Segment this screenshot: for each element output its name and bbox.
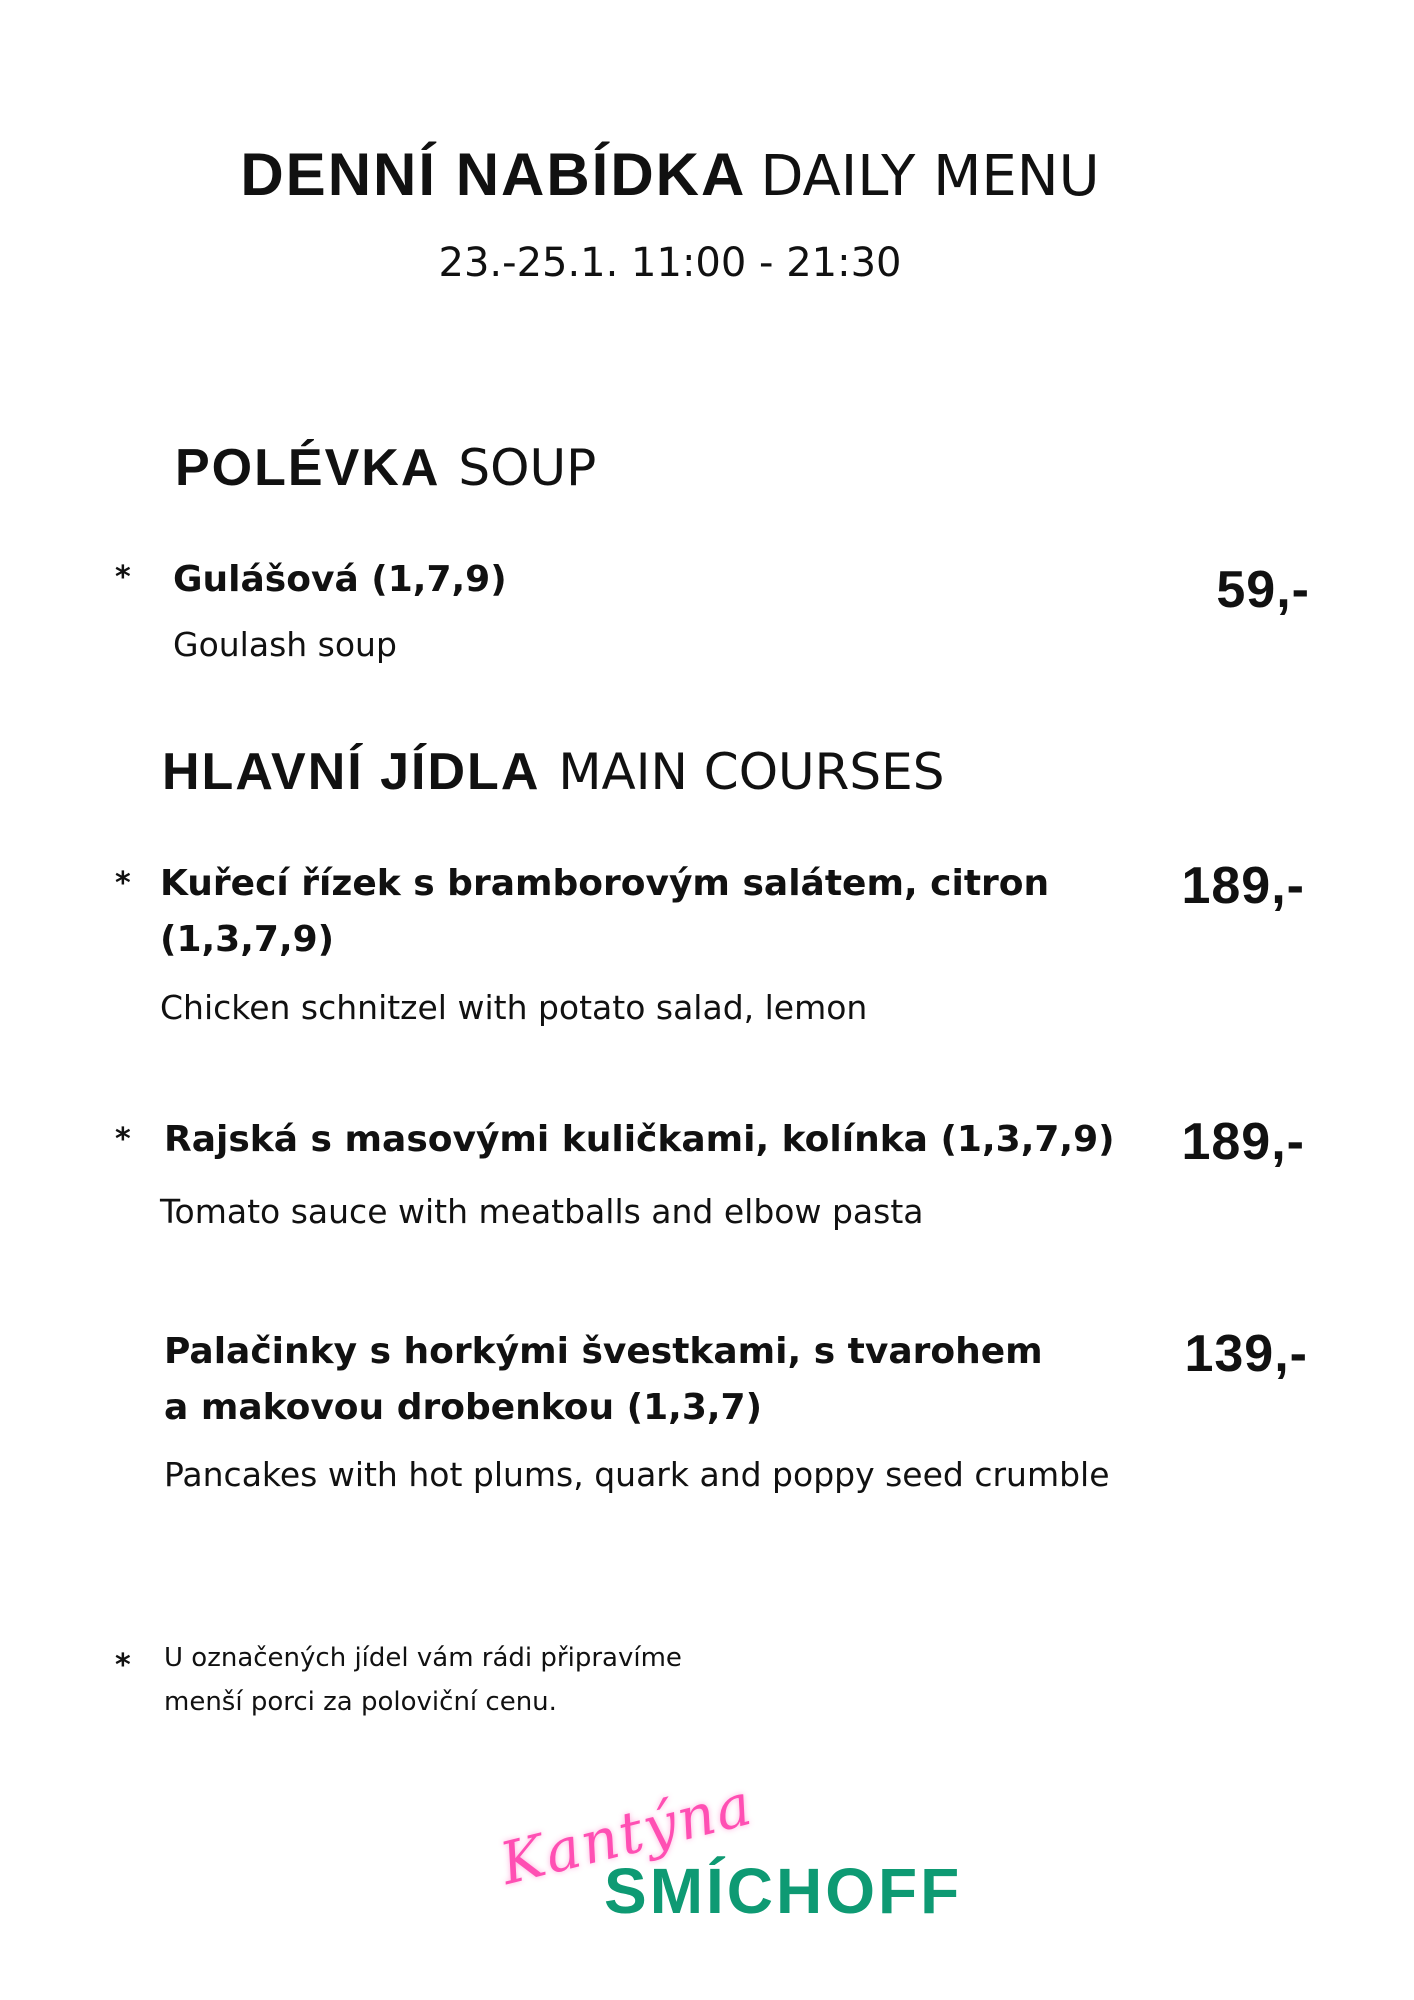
half-portion-marker-icon: * (115, 866, 131, 901)
menu-dates: 23.-25.1. 11:00 - 21:30 (438, 240, 902, 286)
item-description: Tomato sauce with meatballs and elbow pasta (160, 1192, 924, 1231)
item-title: Gulášová (1,7,9) (173, 559, 507, 600)
item-description: Goulash soup (173, 625, 397, 664)
item-price: 189,- (1181, 1113, 1305, 1171)
item-price: 139,- (1184, 1325, 1308, 1383)
footnote-line: menší porci za poloviční cenu. (164, 1687, 557, 1717)
item-title-line: a makovou drobenkou (1,3,7) (164, 1387, 763, 1428)
title-en: DAILY MENU (760, 144, 1100, 209)
main-section-heading (162, 742, 944, 802)
page-title (0, 140, 1340, 209)
soup-heading-cz: POLÉVKA (175, 439, 441, 497)
item-description: Pancakes with hot plums, quark and poppy seed crumble (164, 1455, 1110, 1494)
item-price: 189,- (1181, 857, 1305, 915)
item-title-line: Palačinky s horkými švestkami, s tvarohem (164, 1331, 1043, 1372)
soup-section-heading (175, 438, 596, 498)
item-title (160, 856, 1060, 968)
logo-wordmark: SMÍCHOFF (604, 1855, 963, 1927)
half-portion-marker-icon: * (115, 1648, 131, 1683)
item-title-line: (1,3,7,9) (160, 919, 335, 960)
half-portion-marker-icon: * (115, 1122, 131, 1157)
item-description: Chicken schnitzel with potato salad, lemon (160, 988, 868, 1027)
item-price: 59,- (1216, 561, 1310, 619)
item-title: Rajská s masovými kuličkami, kolínka (1,3,7,9) (164, 1119, 1115, 1160)
soup-heading-en: SOUP (458, 439, 597, 497)
title-cz: DENNÍ NABÍDKA (240, 141, 747, 208)
logo-script: Kantýna (493, 1769, 760, 1898)
footnote-text (164, 1636, 682, 1724)
footnote-line: U označených jídel vám rádi připravíme (164, 1643, 682, 1673)
main-heading-cz: HLAVNÍ JÍDLA (162, 743, 541, 801)
main-heading-en: MAIN COURSES (558, 743, 945, 801)
half-portion-marker-icon: * (115, 560, 131, 595)
item-title (164, 1324, 1064, 1436)
item-title-line: Kuřecí řízek s bramborovým salátem, citron (160, 863, 1050, 904)
